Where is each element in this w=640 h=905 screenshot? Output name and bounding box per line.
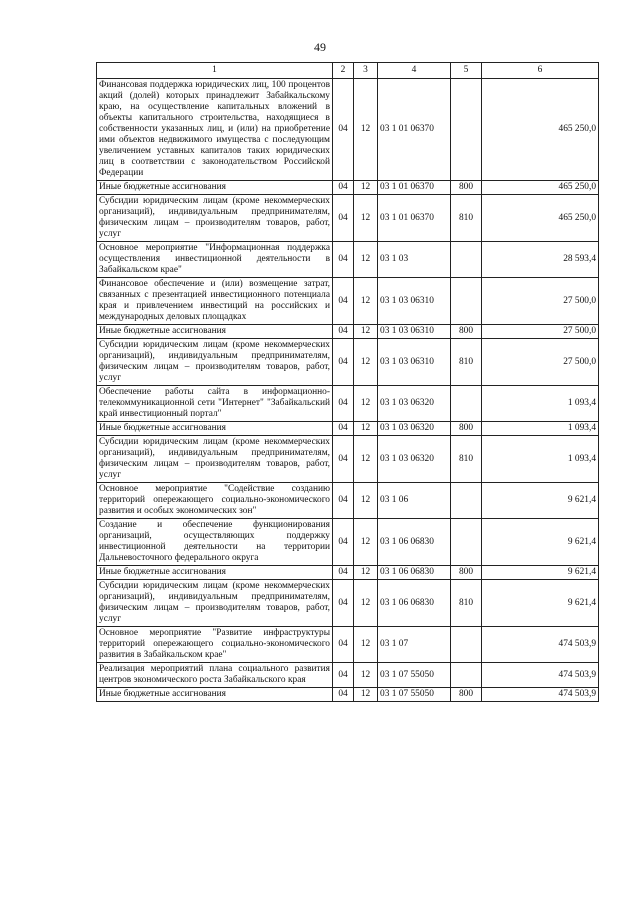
column-header-4: 4	[378, 63, 451, 79]
table-row	[97, 242, 599, 278]
row-name: Субсидии юридическим лицам (кроме некоммерческих организаций), индивидуальным предпринимателям, физическим лицам – производителям товаров, работ, услуг	[97, 339, 333, 386]
row-section: 04	[333, 436, 354, 483]
row-section: 04	[333, 483, 354, 519]
row-amount: 474 503,9	[482, 663, 599, 688]
row-expense-type	[451, 663, 482, 688]
row-target-article: 03 1 03 06320	[378, 436, 451, 483]
row-section: 04	[333, 339, 354, 386]
row-name: Иные бюджетные ассигнования	[97, 566, 333, 580]
row-subsection: 12	[354, 566, 378, 580]
header-row	[97, 63, 599, 79]
table-row	[97, 386, 599, 422]
column-header-1: 1	[97, 63, 333, 79]
row-target-article: 03 1 07 55050	[378, 688, 451, 702]
row-name: Субсидии юридическим лицам (кроме некоммерческих организаций), индивидуальным предпринимателям, физическим лицам – производителям товаров, работ, услуг	[97, 436, 333, 483]
row-section: 04	[333, 422, 354, 436]
row-subsection: 12	[354, 627, 378, 663]
row-subsection: 12	[354, 278, 378, 325]
row-amount: 27 500,0	[482, 278, 599, 325]
table-row	[97, 339, 599, 386]
row-expense-type: 810	[451, 580, 482, 627]
row-target-article: 03 1 07	[378, 627, 451, 663]
row-amount: 9 621,4	[482, 580, 599, 627]
row-target-article: 03 1 03 06310	[378, 278, 451, 325]
budget-table	[96, 62, 599, 702]
page-number: 49	[314, 40, 326, 54]
row-amount: 9 621,4	[482, 483, 599, 519]
row-target-article: 03 1 03 06320	[378, 422, 451, 436]
row-amount: 465 250,0	[482, 79, 599, 181]
row-section: 04	[333, 580, 354, 627]
row-expense-type	[451, 79, 482, 181]
row-expense-type: 810	[451, 195, 482, 242]
table-row	[97, 688, 599, 702]
table-row	[97, 181, 599, 195]
row-target-article: 03 1 01 06370	[378, 181, 451, 195]
row-subsection: 12	[354, 688, 378, 702]
row-section: 04	[333, 519, 354, 566]
row-name: Иные бюджетные ассигнования	[97, 325, 333, 339]
table-header	[97, 63, 599, 79]
row-section: 04	[333, 566, 354, 580]
row-subsection: 12	[354, 663, 378, 688]
row-amount: 27 500,0	[482, 339, 599, 386]
row-subsection: 12	[354, 242, 378, 278]
row-amount: 9 621,4	[482, 519, 599, 566]
table-row	[97, 195, 599, 242]
row-target-article: 03 1 07 55050	[378, 663, 451, 688]
row-subsection: 12	[354, 386, 378, 422]
row-subsection: 12	[354, 580, 378, 627]
row-subsection: 12	[354, 181, 378, 195]
column-header-3: 3	[354, 63, 378, 79]
row-subsection: 12	[354, 79, 378, 181]
row-target-article: 03 1 03 06310	[378, 339, 451, 386]
row-name: Субсидии юридическим лицам (кроме некоммерческих организаций), индивидуальным предпринимателям, физическим лицам – производителям товаров, работ, услуг	[97, 580, 333, 627]
row-target-article: 03 1 06 06830	[378, 519, 451, 566]
row-name: Основное мероприятие "Информационная поддержка осуществления инвестиционной деятельности в Забайкальском крае"	[97, 242, 333, 278]
table-row	[97, 663, 599, 688]
row-expense-type: 800	[451, 566, 482, 580]
row-expense-type: 800	[451, 181, 482, 195]
row-section: 04	[333, 663, 354, 688]
row-target-article: 03 1 06 06830	[378, 566, 451, 580]
row-section: 04	[333, 325, 354, 339]
row-expense-type	[451, 386, 482, 422]
column-header-2: 2	[333, 63, 354, 79]
row-amount: 1 093,4	[482, 436, 599, 483]
row-target-article: 03 1 03	[378, 242, 451, 278]
row-amount: 28 593,4	[482, 242, 599, 278]
table-row	[97, 483, 599, 519]
column-header-6: 6	[482, 63, 599, 79]
row-name: Иные бюджетные ассигнования	[97, 181, 333, 195]
table-row	[97, 79, 599, 181]
row-subsection: 12	[354, 422, 378, 436]
row-target-article: 03 1 06 06830	[378, 580, 451, 627]
row-expense-type	[451, 627, 482, 663]
row-expense-type	[451, 242, 482, 278]
table-row	[97, 580, 599, 627]
row-subsection: 12	[354, 339, 378, 386]
row-expense-type	[451, 278, 482, 325]
column-header-5: 5	[451, 63, 482, 79]
row-name: Реализация мероприятий плана социального развития центров экономического роста Забайкальского края	[97, 663, 333, 688]
row-subsection: 12	[354, 483, 378, 519]
row-expense-type: 800	[451, 422, 482, 436]
row-expense-type: 800	[451, 325, 482, 339]
row-expense-type: 810	[451, 339, 482, 386]
table-row	[97, 566, 599, 580]
row-subsection: 12	[354, 325, 378, 339]
table-row	[97, 436, 599, 483]
table-row	[97, 278, 599, 325]
table-row	[97, 325, 599, 339]
row-target-article: 03 1 03 06320	[378, 386, 451, 422]
row-subsection: 12	[354, 519, 378, 566]
row-name: Финансовая поддержка юридических лиц, 100 процентов акций (долей) которых принадлежит Забайкальскому краю, на осуществление капитальных вложений в объекты капитального строительства, находящиеся в собственности указанных лиц, и (или) на приобретение ими объектов недвижимого имущества с последующим увеличением уставных капиталов таких юридических лиц в соответствии с законодательством Российской Федерации	[97, 79, 333, 181]
row-section: 04	[333, 195, 354, 242]
row-expense-type	[451, 519, 482, 566]
row-section: 04	[333, 278, 354, 325]
row-amount: 474 503,9	[482, 688, 599, 702]
row-section: 04	[333, 627, 354, 663]
row-amount: 465 250,0	[482, 195, 599, 242]
row-target-article: 03 1 01 06370	[378, 79, 451, 181]
row-section: 04	[333, 79, 354, 181]
table-row	[97, 519, 599, 566]
row-subsection: 12	[354, 195, 378, 242]
table-row	[97, 627, 599, 663]
row-section: 04	[333, 688, 354, 702]
row-expense-type	[451, 483, 482, 519]
row-name: Обеспечение работы сайта в информационно-телекоммуникационной сети "Интернет" "Забайкальский край инвестиционный портал"	[97, 386, 333, 422]
table-body	[97, 79, 599, 702]
row-name: Основное мероприятие "Содействие созданию территорий опережающего социально-экономического развития и особых экономических зон"	[97, 483, 333, 519]
row-name: Финансовое обеспечение и (или) возмещение затрат, связанных с презентацией инвестиционного потенциала края и привлечением инвестиций на российских и международных деловых площадках	[97, 278, 333, 325]
row-amount: 9 621,4	[482, 566, 599, 580]
row-amount: 474 503,9	[482, 627, 599, 663]
row-name: Иные бюджетные ассигнования	[97, 688, 333, 702]
row-section: 04	[333, 181, 354, 195]
row-section: 04	[333, 242, 354, 278]
row-name: Основное мероприятие "Развитие инфраструктуры территорий опережающего социально-экономического развития в Забайкальском крае"	[97, 627, 333, 663]
row-target-article: 03 1 03 06310	[378, 325, 451, 339]
row-amount: 1 093,4	[482, 386, 599, 422]
row-amount: 27 500,0	[482, 325, 599, 339]
row-subsection: 12	[354, 436, 378, 483]
table-row	[97, 422, 599, 436]
row-name: Субсидии юридическим лицам (кроме некоммерческих организаций), индивидуальным предпринимателям, физическим лицам – производителям товаров, работ, услуг	[97, 195, 333, 242]
row-name: Создание и обеспечение функционирования организаций, осуществляющих поддержку инвестиционной деятельности на территории Дальневосточного федерального округа	[97, 519, 333, 566]
row-target-article: 03 1 01 06370	[378, 195, 451, 242]
row-target-article: 03 1 06	[378, 483, 451, 519]
row-amount: 1 093,4	[482, 422, 599, 436]
row-expense-type: 810	[451, 436, 482, 483]
row-name: Иные бюджетные ассигнования	[97, 422, 333, 436]
row-expense-type: 800	[451, 688, 482, 702]
row-amount: 465 250,0	[482, 181, 599, 195]
row-section: 04	[333, 386, 354, 422]
